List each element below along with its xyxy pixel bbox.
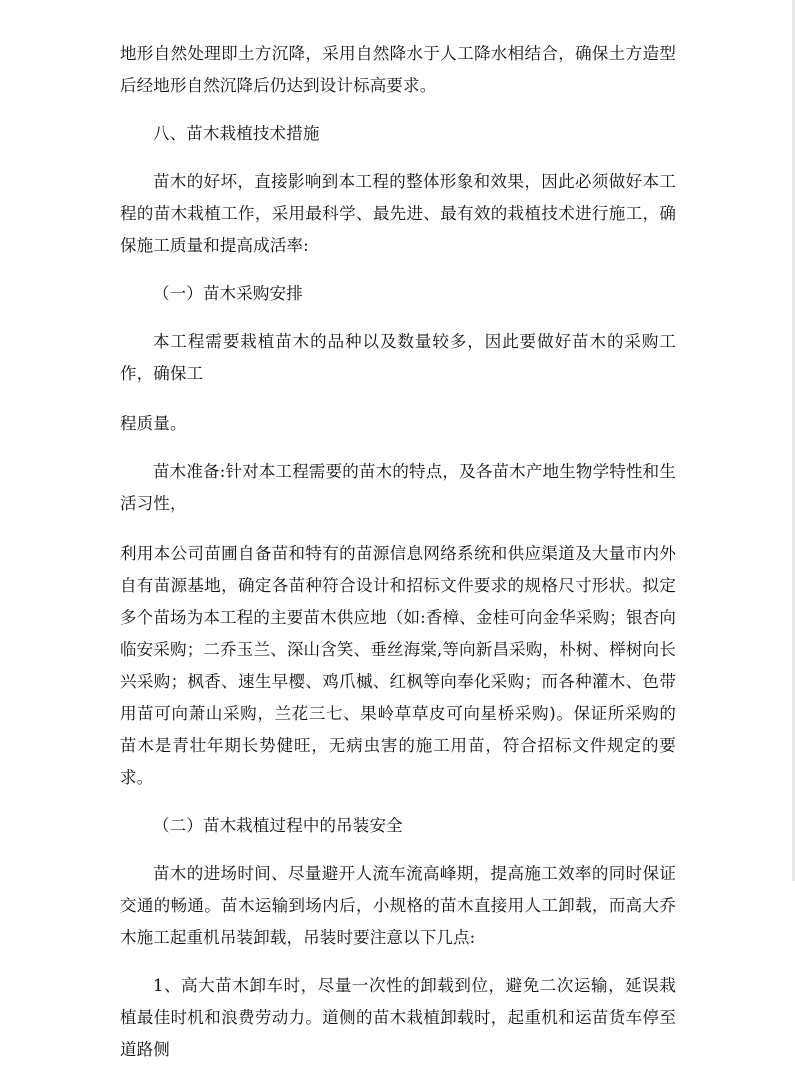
paragraph-seedling-preparation: 苗木准备:针对本工程需要的苗木的特点，及各苗木产地生物学特性和生活习性， <box>120 462 676 513</box>
paragraph-procurement-work: 本工程需要栽植苗木的品种以及数量较多，因此要做好苗木的采购工作，确保工 <box>120 332 676 383</box>
paragraph-quality-fragment: 程质量。 <box>120 414 187 433</box>
paragraph-planting-intro: 苗木的好坏，直接影响到本工程的整体形象和效果，因此必须做好本工程的苗木栽植工作，采用最科学、最先进、最有效的栽植技术进行施工，确保施工质量和提高成活率: <box>120 172 676 255</box>
subsection-heading-hoisting-safety: （二）苗木栽植过程中的吊装安全 <box>153 816 403 835</box>
document-body <box>120 38 676 1066</box>
paragraph-entry-time: 苗木的进场时间、尽量避开人流车流高峰期，提高施工效率的同时保证交通的畅通。苗木运输到场内后，小规格的苗木直接用人工卸载，而高大乔木施工起重机吊装卸载，吊装时要注意以下几点: <box>120 864 676 947</box>
section-heading-planting-measures: 八、苗木栽植技术措施 <box>153 124 320 143</box>
subsection-heading-procurement: （一）苗木采购安排 <box>153 284 303 303</box>
paragraph-unloading-point-1: 1、高大苗木卸车时，尽量一次性的卸载到位，避免二次运输，延误栽植最佳时机和浪费劳动力。道侧的苗木栽植卸载时，起重机和运苗货车停至道路侧 <box>120 976 676 1059</box>
paragraph-terrain-settlement: 地形自然处理即土方沉降，采用自然降水于人工降水相结合，确保土方造型后经地形自然沉降后仍达到设计标高要求。 <box>120 44 676 95</box>
paragraph-supply-sources: 利用本公司苗圃自备苗和特有的苗源信息网络系统和供应渠道及大量市内外自有苗源基地，确定各苗种符合设计和招标文件要求的规格尺寸形状。拟定多个苗场为本工程的主要苗木供应地（如:香樟、金桂可向金华采购；银杏向临安采购；二乔玉兰、深山含笑、垂丝海棠,等向新昌采购，朴树、榉树向长兴采购；枫香、速生早樱、鸡爪槭、红枫等向奉化采购；而各种灌木、色带用苗可向萧山采购，兰花三七、果岭草草皮可向星桥采购)。保证所采购的苗木是青壮年期长势健旺，无病虫害的施工用苗，符合招标文件规定的要求。 <box>120 544 676 787</box>
